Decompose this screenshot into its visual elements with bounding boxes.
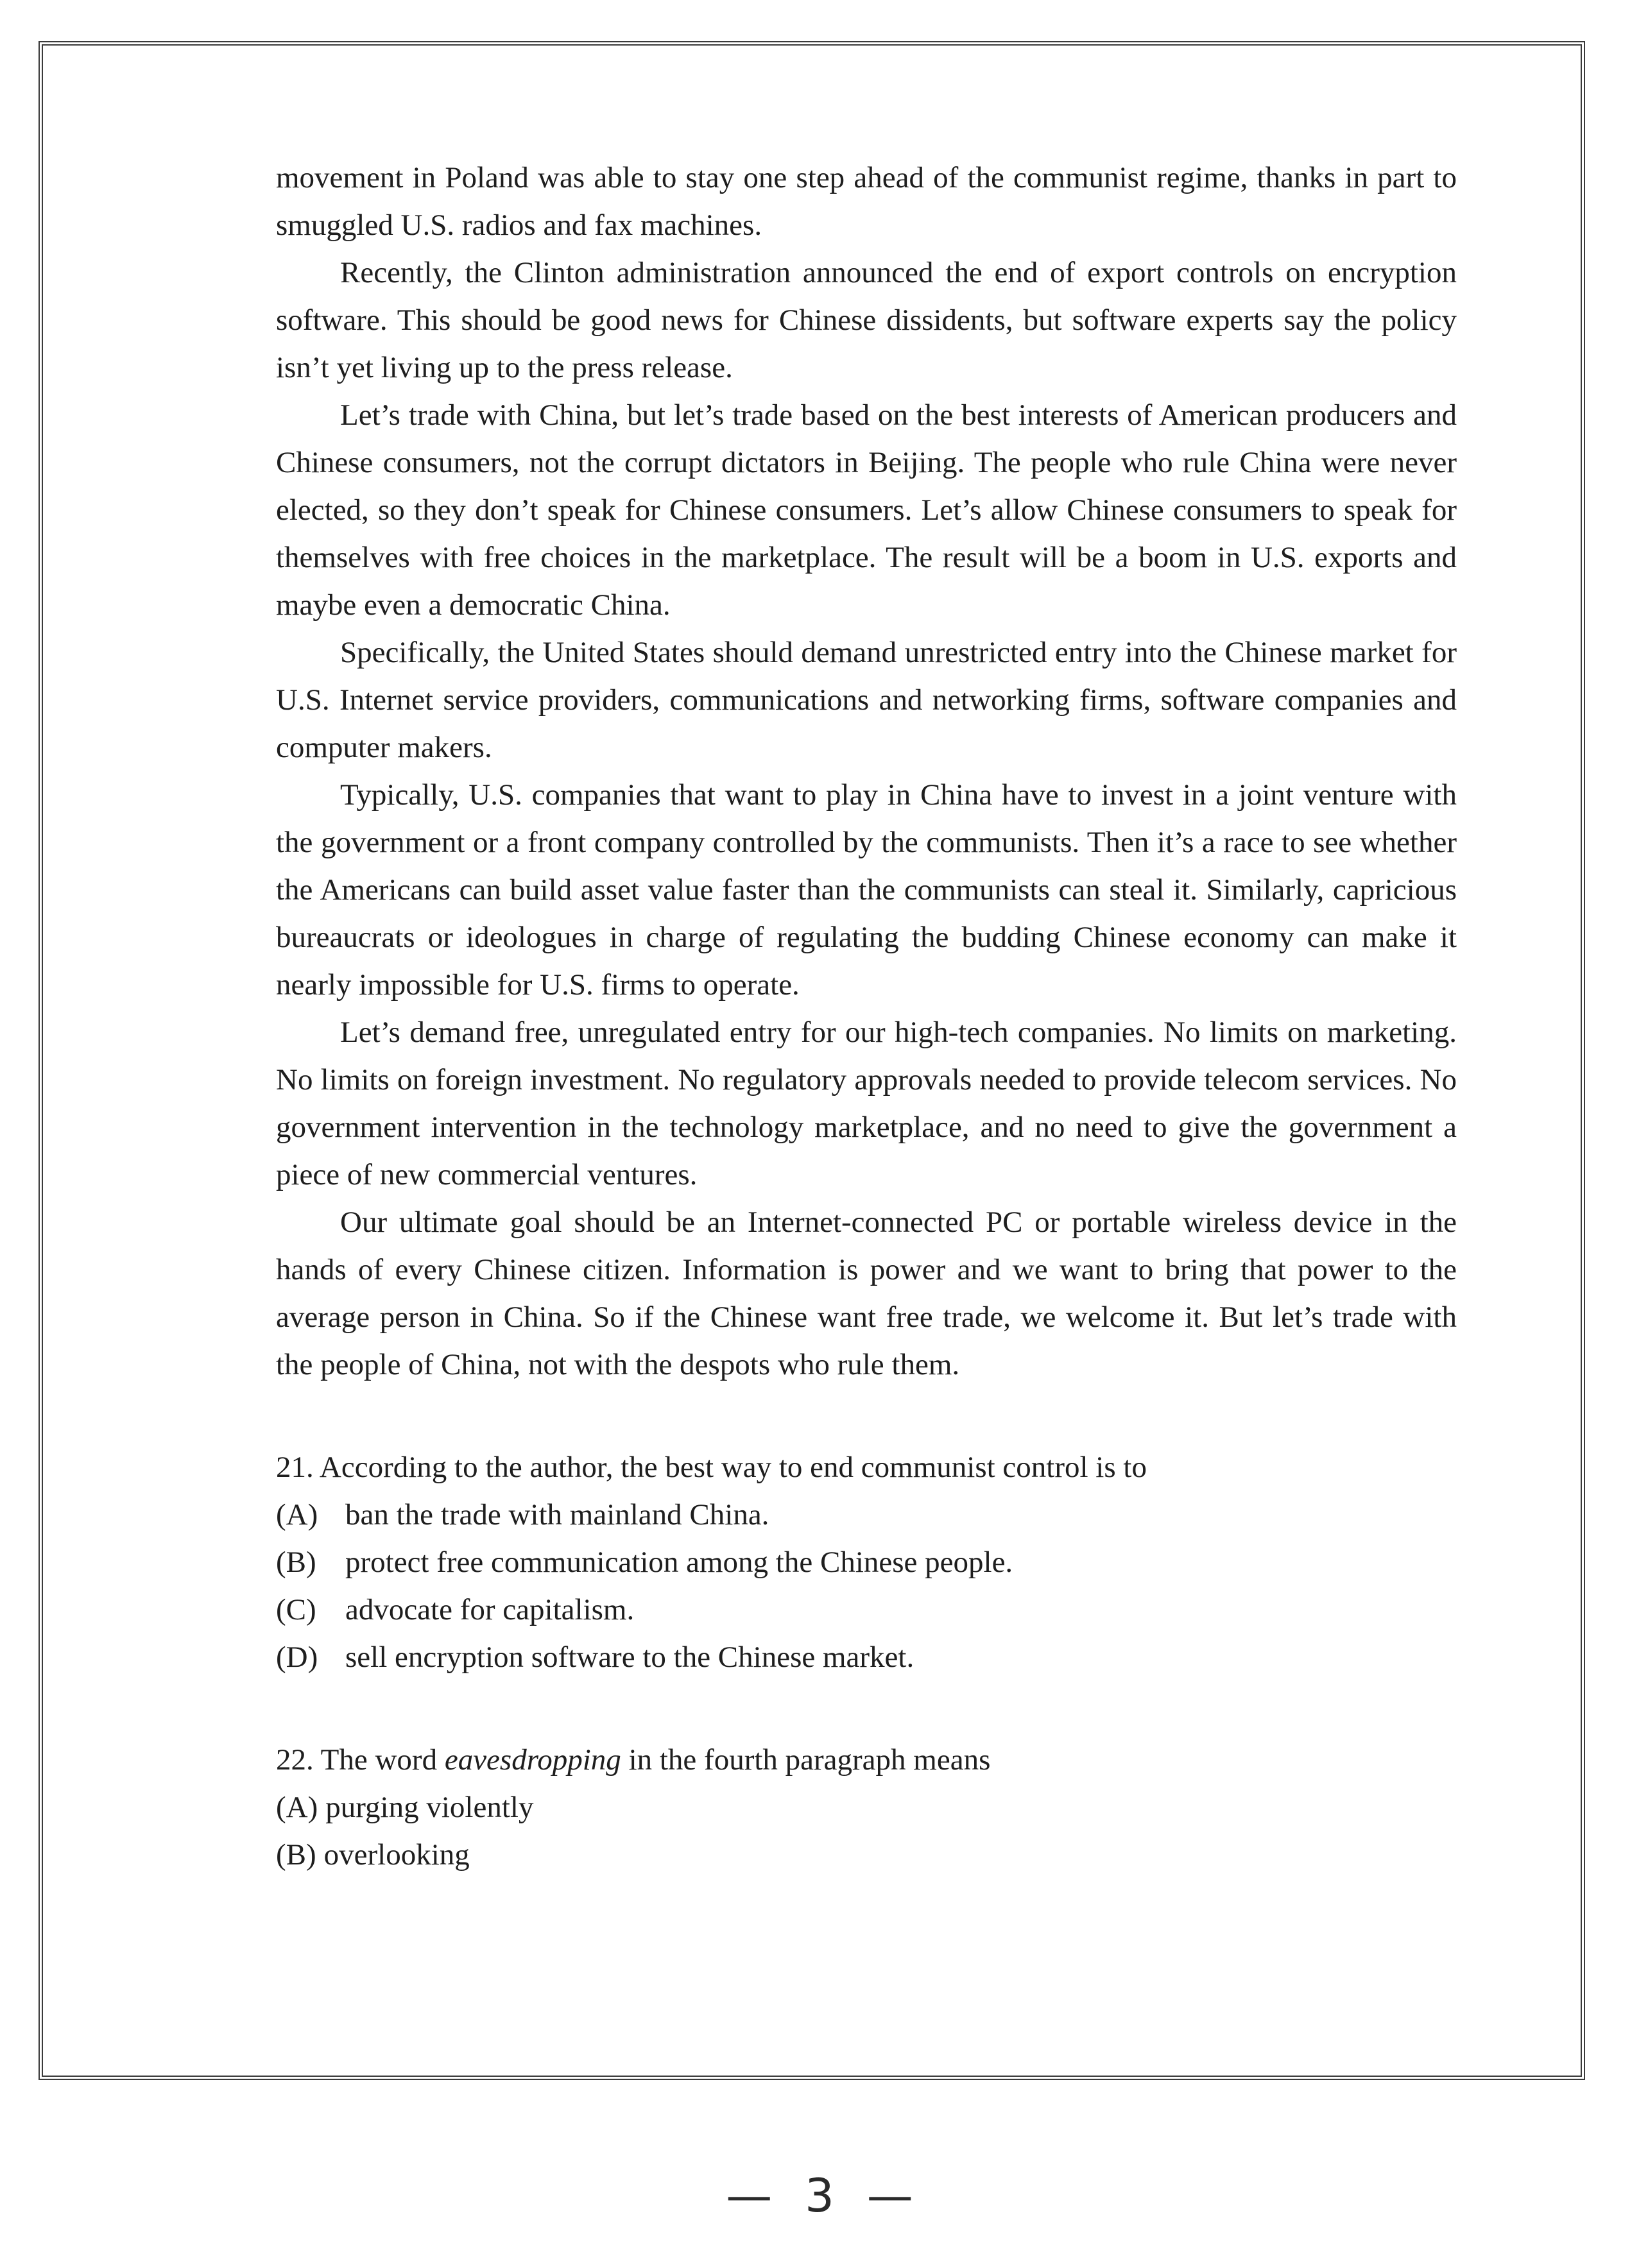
option-letter: (A)	[276, 1498, 318, 1531]
option-letter: (A)	[276, 1791, 318, 1824]
option-c[interactable]	[276, 1586, 1457, 1633]
section-spacer	[276, 1388, 1457, 1444]
passage-paragraph-5: Typically, U.S. companies that want to play in China have to invest in a joint venture with the government or a front company controlled by the communists. Then it’s a race to see whether the Americans can build asset value faster than the communists can steal it. Similarly, capricious bureaucrats or ideologues in charge of regulating the budding Chinese economy can make it nearly impossible for U.S. firms to operate.	[276, 778, 1457, 1002]
option-letter: (B)	[276, 1546, 316, 1579]
option-text: overlooking	[323, 1838, 470, 1872]
question-stem	[276, 1736, 1457, 1784]
option-text: ban the trade with mainland China.	[345, 1498, 769, 1531]
passage-paragraph-7: Our ultimate goal should be an Internet-connected PC or portable wireless device in the hands of every Chinese citizen. Information is power and we want to bring that power to the average person in China. So if the Chinese want free trade, we welcome it. But let’s trade with the people of China, not with the despots who rule them.	[276, 1206, 1457, 1381]
question-21	[276, 1444, 1457, 1681]
section-spacer	[276, 1681, 1457, 1736]
reading-passage	[276, 154, 1457, 1388]
option-d[interactable]	[276, 1633, 1457, 1681]
question-stem-text: in the fourth paragraph means	[621, 1743, 991, 1777]
question-stem-text: 22. The word	[276, 1743, 445, 1777]
option-a[interactable]	[276, 1491, 1457, 1539]
passage-paragraph-3: Let’s trade with China, but let’s trade based on the best interests of American producers and Chinese consumers, not the corrupt dictators in Beijing. The people who rule China were never elected, so they don’t speak for Chinese consumers. Let’s allow Chinese consumers to speak for themselves with free choices in the marketplace. The result will be a boom in U.S. exports and maybe even a democratic China.	[276, 398, 1457, 622]
option-text: purging violently	[325, 1791, 534, 1824]
question-stem-text: 21. According to the author, the best way to end communist control is to	[276, 1451, 1147, 1484]
question-22	[276, 1736, 1457, 1879]
passage-paragraph-2: Recently, the Clinton administration announced the end of export controls on encryption software. This should be good news for Chinese dissidents, but software experts say the policy isn’t yet living up to the press release.	[276, 256, 1457, 384]
question-keyword: eavesdropping	[444, 1743, 621, 1777]
option-b[interactable]	[276, 1831, 1457, 1879]
page-number: — 3 —	[726, 2169, 922, 2222]
passage-paragraph-4: Specifically, the United States should demand unrestricted entry into the Chinese market for U.S. Internet service providers, communications and networking firms, software companies and computer makers.	[276, 636, 1457, 764]
passage-paragraph-1: movement in Poland was able to stay one step ahead of the communist regime, thanks in part to smuggled U.S. radios and fax machines.	[276, 161, 1457, 242]
option-letter: (C)	[276, 1593, 316, 1626]
option-text: sell encryption software to the Chinese market.	[345, 1641, 914, 1674]
option-letter: (B)	[276, 1838, 316, 1872]
passage-paragraph-6: Let’s demand free, unregulated entry for our high-tech companies. No limits on marketing. No limits on foreign investment. No regulatory approvals needed to provide telecom services. No government intervention in the technology marketplace, and no need to give the government a piece of new commercial ventures.	[276, 1016, 1457, 1191]
option-text: advocate for capitalism.	[345, 1593, 635, 1626]
option-letter: (D)	[276, 1641, 318, 1674]
page-content	[276, 154, 1457, 1879]
option-b[interactable]	[276, 1539, 1457, 1586]
question-stem	[276, 1444, 1457, 1491]
option-a[interactable]	[276, 1784, 1457, 1831]
option-text: protect free communication among the Chinese people.	[345, 1546, 1013, 1579]
